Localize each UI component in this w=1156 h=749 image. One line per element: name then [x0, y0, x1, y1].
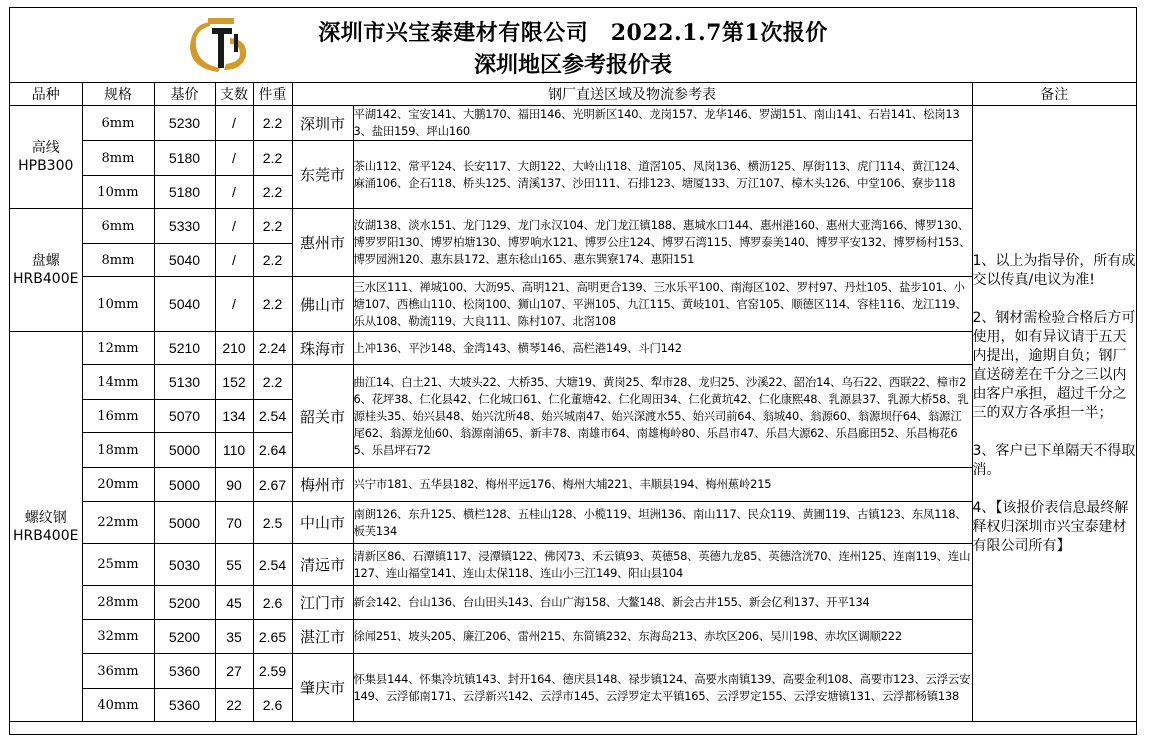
spec-cell: 12mm	[82, 332, 154, 365]
price-cell: 5070	[154, 400, 215, 433]
region-cell: 怀集县144、怀集冷坑镇143、封开164、德庆县148、禄步镇124、高要水南镇139、高要金利108、高要市123、云浮云安149、云浮郁南171、云浮新兴142、云浮市145、云浮罗定太平镇165、云浮罗定155、云浮安塘镇131、云浮都杨镇138	[353, 654, 972, 722]
weight-cell: 2.2	[253, 244, 292, 277]
spec-cell: 36mm	[82, 654, 154, 689]
table-row	[10, 620, 1136, 654]
region-cell: 汝湖138、淡水151、龙门129、龙门永汉104、龙门龙江镇188、惠城水口144、惠州港160、惠州大亚湾166、博罗130、博罗罗阳130、博罗柏塘130、博罗响水121、博罗公庄124、博罗石湾115、博罗泰美140、博罗平安132、博罗杨村153、博罗园洲120、惠东县172、惠东稔山165、惠东巽寮174、惠阳151	[353, 209, 972, 277]
pieces-cell: 70	[215, 502, 253, 544]
price-cell: 5000	[154, 468, 215, 502]
col-header-weight: 件重	[253, 82, 292, 106]
table-row	[10, 502, 1136, 544]
col-header-pieces: 支数	[215, 82, 253, 106]
region-cell: 三水区111、禅城100、大沥95、高明121、高明更合139、三水乐平100、南海区102、罗村97、丹灶105、盐步101、小塘107、西樵山110、松岗100、狮山107、平洲105、九江115、黄岐101、官窑105、顺德区114、容桂116、龙江119、乐从108、勒流119、大良111、陈村107、北滘108	[353, 277, 972, 332]
pieces-cell: /	[215, 244, 253, 277]
region-cell: 新会142、台山136、台山田头143、台山广海158、大鳌148、新会古井155、新会亿利137、开平134	[353, 586, 972, 620]
pieces-cell: 110	[215, 433, 253, 468]
price-cell: 5200	[154, 586, 215, 620]
region-cell: 茶山112、常平124、长安117、大朗122、大岭山118、道滘105、凤岗136、横沥125、厚街113、虎门114、黄江124、麻涌106、企石118、桥头125、清溪137、沙田111、石排123、塘厦133、万江107、樟木头126、中堂106、寮步118	[353, 141, 972, 209]
category-cell	[10, 332, 82, 722]
weight-cell: 2.24	[253, 332, 292, 365]
spec-cell: 10mm	[82, 277, 154, 332]
pieces-cell: /	[215, 209, 253, 244]
weight-cell: 2.6	[253, 586, 292, 620]
region-cell: 曲江14、白土21、大坡头22、大桥35、大塘19、黄岗25、犁市28、龙归25、沙溪22、韶冶14、乌石22、西联22、樟市26、花坪38、仁化县42、仁化城口61、仁化董塘42、仁化周田34、仁化黄坑42、仁化康熙48、乳源县37、乳源大桥58、乳源桂头35、始兴县48、始兴沈所48、始兴城南47、始兴深渡水55、始兴司前64、翁城40、翁源60、翁源坝仔64、翁源江尾62、翁源龙仙60、翁源南浦65、新丰78、南雄市64、南雄梅岭80、乐昌市47、乐昌大源62、乐昌廊田52、乐昌梅花65、乐昌坪石72	[353, 365, 972, 468]
weight-cell: 2.2	[253, 277, 292, 332]
weight-cell: 2.65	[253, 620, 292, 654]
pieces-cell: 152	[215, 365, 253, 400]
company-title: 深圳市兴宝泰建材有限公司 2022.1.7第1次报价	[318, 20, 828, 46]
table-row	[10, 332, 1136, 365]
category-cell	[10, 209, 82, 332]
price-cell: 5040	[154, 244, 215, 277]
region-cell: 清新区86、石潭镇117、浸潭镇122、佛冈73、禾云镇93、英德58、英德九龙85、英德浛洸70、连州125、连南119、连山127、连山福堂141、连山太保118、连山小三江149、阳山县104	[353, 544, 972, 586]
spec-cell: 6mm	[82, 106, 154, 141]
city-cell: 梅州市	[292, 468, 353, 502]
category-name: 高线	[31, 140, 60, 156]
table-row	[10, 141, 1136, 176]
weight-cell: 2.2	[253, 209, 292, 244]
spec-cell: 18mm	[82, 433, 154, 468]
table-row	[10, 468, 1136, 502]
note-item: 4、【该报价表信息最终解释权归深圳市兴宝泰建材有限公司所有】	[972, 500, 1129, 554]
city-cell: 珠海市	[292, 332, 353, 365]
col-header-spec: 规格	[82, 82, 154, 106]
table-row	[10, 106, 1136, 141]
spec-cell: 16mm	[82, 400, 154, 433]
pieces-cell: /	[215, 141, 253, 176]
pieces-cell: /	[215, 277, 253, 332]
pieces-cell: 27	[215, 654, 253, 689]
weight-cell: 2.54	[253, 544, 292, 586]
price-cell: 5130	[154, 365, 215, 400]
price-cell: 5230	[154, 106, 215, 141]
city-cell: 东莞市	[292, 141, 353, 209]
price-cell: 5180	[154, 141, 215, 176]
pieces-cell: 134	[215, 400, 253, 433]
pieces-cell: /	[215, 176, 253, 209]
category-name: 螺纹钢	[24, 509, 67, 526]
region-cell: 兴宁市181、五华县182、梅州平远176、梅州大埔221、丰顺县194、梅州蕉岭215	[353, 468, 972, 502]
col-header-regions: 钢厂直送区域及物流参考表	[292, 82, 972, 106]
weight-cell: 2.59	[253, 654, 292, 689]
weight-cell: 2.2	[253, 141, 292, 176]
pieces-cell: 22	[215, 689, 253, 722]
pieces-cell: 210	[215, 332, 253, 365]
col-header-notes: 备注	[972, 82, 1136, 106]
weight-cell: 2.2	[253, 365, 292, 400]
region-cell: 上冲136、平沙148、金湾143、横琴146、高栏港149、斗门142	[353, 332, 972, 365]
spec-cell: 8mm	[82, 141, 154, 176]
price-cell: 5360	[154, 689, 215, 722]
city-cell: 中山市	[292, 502, 353, 544]
pieces-cell: 55	[215, 544, 253, 586]
table-row	[10, 209, 1136, 244]
city-cell: 湛江市	[292, 620, 353, 654]
weight-cell: 2.54	[253, 400, 292, 433]
note-item: 2、钢材需检验合格后方可使用，如有异议请于五天内提出，逾期自负；钢厂直送磅差在千分之三以内由客户承担，超过千分之三的双方各承担一半；	[972, 310, 1136, 421]
spec-cell: 10mm	[82, 176, 154, 209]
spec-cell: 8mm	[82, 244, 154, 277]
price-cell: 5180	[154, 176, 215, 209]
price-cell: 5030	[154, 544, 215, 586]
spec-cell: 25mm	[82, 544, 154, 586]
region-cell: 平湖142、宝安141、大鹏170、福田146、光明新区140、龙岗157、龙华146、罗湖151、南山141、石岩141、松岗133、盐田159、坪山160	[353, 106, 972, 141]
pieces-cell: 35	[215, 620, 253, 654]
price-cell: 5040	[154, 277, 215, 332]
col-header-base-price: 基价	[154, 82, 215, 106]
category-grade: HPB300	[18, 158, 74, 174]
city-cell: 惠州市	[292, 209, 353, 277]
table-row	[10, 586, 1136, 620]
pieces-cell: 90	[215, 468, 253, 502]
price-cell: 5000	[154, 433, 215, 468]
pieces-cell: /	[215, 106, 253, 141]
note-item: 3、客户已下单隔天不得取消。	[972, 443, 1136, 478]
pieces-cell: 45	[215, 586, 253, 620]
weight-cell: 2.2	[253, 106, 292, 141]
price-cell: 5200	[154, 620, 215, 654]
spec-cell: 40mm	[82, 689, 154, 722]
weight-cell: 2.67	[253, 468, 292, 502]
table-row	[10, 277, 1136, 332]
city-cell: 肇庆市	[292, 654, 353, 722]
table-row	[10, 365, 1136, 400]
price-cell: 5330	[154, 209, 215, 244]
weight-cell: 2.2	[253, 176, 292, 209]
table-row	[10, 544, 1136, 586]
table-row	[10, 654, 1136, 689]
category-grade: HRB400E	[13, 271, 79, 287]
spec-cell: 6mm	[82, 209, 154, 244]
city-cell: 佛山市	[292, 277, 353, 332]
price-table	[10, 82, 1136, 722]
table-header-row	[10, 82, 1136, 106]
weight-cell: 2.6	[253, 689, 292, 722]
price-sheet	[9, 7, 1137, 735]
spec-cell: 32mm	[82, 620, 154, 654]
city-cell: 韶关市	[292, 365, 353, 468]
price-cell: 5360	[154, 654, 215, 689]
note-item: 1、以上为指导价，所有成交以传真/电议为准!	[972, 253, 1136, 288]
price-cell: 5210	[154, 332, 215, 365]
weight-cell: 2.5	[253, 502, 292, 544]
col-header-variety: 品种	[10, 82, 82, 106]
city-cell: 清远市	[292, 544, 353, 586]
sheet-header	[10, 8, 1136, 83]
spec-cell: 20mm	[82, 468, 154, 502]
spec-cell: 14mm	[82, 365, 154, 400]
notes-cell	[972, 106, 1136, 722]
region-cell: 徐闻251、坡头205、廉江206、雷州215、东简镇232、东海岛213、赤坎区206、吴川198、赤坎区调顺222	[353, 620, 972, 654]
price-cell: 5000	[154, 502, 215, 544]
category-name: 盘螺	[31, 253, 60, 269]
city-cell: 江门市	[292, 586, 353, 620]
category-cell	[10, 106, 82, 209]
sheet-subtitle: 深圳地区参考报价表	[473, 52, 672, 78]
weight-cell: 2.64	[253, 433, 292, 468]
city-cell: 深圳市	[292, 106, 353, 141]
spec-cell: 28mm	[82, 586, 154, 620]
region-cell: 南朗126、东升125、横栏128、五桂山128、小榄119、坦洲136、南山117、民众119、黄圃119、古镇123、东凤118、板芙134	[353, 502, 972, 544]
category-grade: HRB400E	[13, 527, 79, 544]
spec-cell: 22mm	[82, 502, 154, 544]
